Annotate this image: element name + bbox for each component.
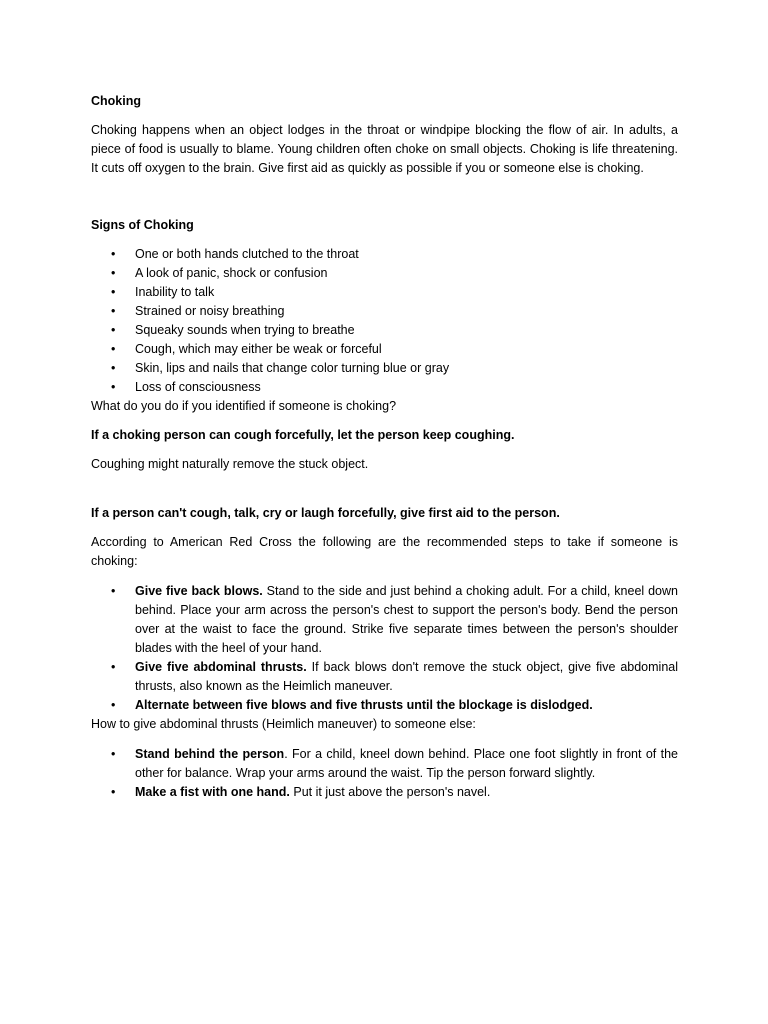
step-lead: Give five abdominal thrusts. xyxy=(135,660,307,674)
list-item-text: Inability to talk xyxy=(135,285,215,299)
first-aid-steps-list xyxy=(91,582,678,715)
bullet-icon: • xyxy=(111,247,116,261)
bullet-icon: • xyxy=(111,285,116,299)
list-item-text: Cough, which may either be weak or forceful xyxy=(135,342,382,356)
document-title: Choking xyxy=(91,94,141,108)
heimlich-question-paragraph: How to give abdominal thrusts (Heimlich maneuver) to someone else: xyxy=(91,717,476,731)
cough-forcefully-paragraph: If a choking person can cough forcefully, let the person keep coughing. xyxy=(91,428,515,442)
cough-note-paragraph: Coughing might naturally remove the stuck object. xyxy=(91,457,369,471)
list-item xyxy=(91,283,678,302)
list-item-text: Loss of consciousness xyxy=(135,380,261,394)
step-lead: Alternate between five blows and five thrusts until the blockage is dislodged. xyxy=(135,698,593,712)
list-item xyxy=(91,745,678,783)
list-item-text: Squeaky sounds when trying to breathe xyxy=(135,323,355,337)
list-item xyxy=(91,340,678,359)
step-lead: Give five back blows. xyxy=(135,584,263,598)
bullet-icon: • xyxy=(111,304,116,318)
list-item xyxy=(91,658,678,696)
list-item xyxy=(91,696,678,715)
step-text: . For a child, kneel down behind. Place one foot slightly in front of the other for balance. Wrap your arms around the waist. Tip the person forward slightly. xyxy=(135,747,678,780)
list-item-text: One or both hands clutched to the throat xyxy=(135,247,359,261)
list-item xyxy=(91,245,678,264)
list-item-text: Skin, lips and nails that change color turning blue or gray xyxy=(135,361,450,375)
list-item xyxy=(91,783,678,802)
signs-heading: Signs of Choking xyxy=(91,218,194,232)
intro-paragraph: Choking happens when an object lodges in the throat or windpipe blocking the flow of air. In adults, a piece of food is usually to blame. Young children often choke on small objects. Choking is life threatening. It cuts off oxygen to the brain. Give first aid as quickly as possible if you or someone else is choking. xyxy=(91,123,678,175)
list-item xyxy=(91,359,678,378)
bullet-icon: • xyxy=(111,747,116,761)
list-item xyxy=(91,378,678,397)
bullet-icon: • xyxy=(111,584,116,598)
list-item xyxy=(91,302,678,321)
list-item xyxy=(91,321,678,340)
list-item-text: A look of panic, shock or confusion xyxy=(135,266,328,280)
bullet-icon: • xyxy=(111,785,116,799)
list-item xyxy=(91,582,678,658)
step-lead: Stand behind the person xyxy=(135,747,285,761)
bullet-icon: • xyxy=(111,660,116,674)
step-text: Put it just above the person's navel. xyxy=(289,785,491,799)
document-body xyxy=(91,92,678,802)
step-text: Stand to the side and just behind a choking adult. For a child, kneel down behind. Place your arm across the person's chest to support the person's body. Bend the person over at the waist to face the ground. Strike five separate times between the person's shoulder blades with the heel of your hand. xyxy=(135,584,678,655)
bullet-icon: • xyxy=(111,266,116,280)
bullet-icon: • xyxy=(111,342,116,356)
bullet-icon: • xyxy=(111,698,116,712)
step-lead: Make a fist with one hand. xyxy=(135,785,290,799)
cant-cough-paragraph: If a person can't cough, talk, cry or laugh forcefully, give first aid to the person. xyxy=(91,506,560,520)
bullet-icon: • xyxy=(111,323,116,337)
bullet-icon: • xyxy=(111,380,116,394)
bullet-icon: • xyxy=(111,361,116,375)
step-text: If back blows don't remove the stuck object, give five abdominal thrusts, also known as the Heimlich maneuver. xyxy=(135,660,678,693)
question-paragraph: What do you do if you identified if someone is choking? xyxy=(91,399,397,413)
heimlich-steps-list xyxy=(91,745,678,802)
list-item-text: Strained or noisy breathing xyxy=(135,304,285,318)
red-cross-intro-paragraph: According to American Red Cross the following are the recommended steps to take if someone is choking: xyxy=(91,535,678,568)
list-item xyxy=(91,264,678,283)
signs-list xyxy=(91,245,678,397)
